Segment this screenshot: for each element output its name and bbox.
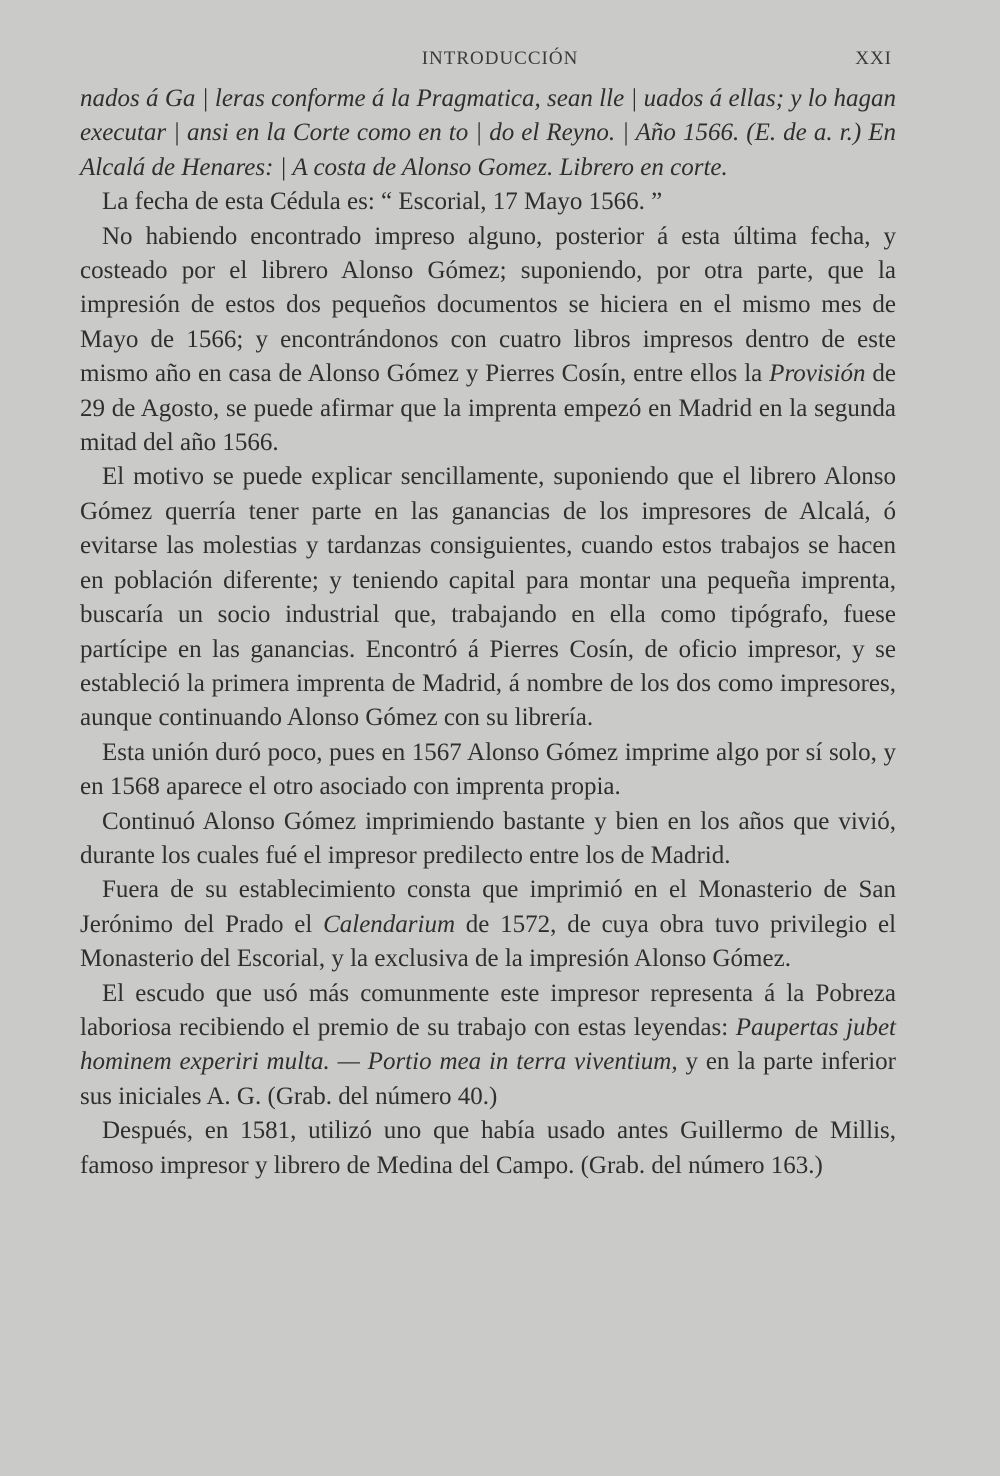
italic-text-run: Paupertas jubet hominem experiri multa. — Portio mea in terra viventium,: [80, 1013, 896, 1076]
text-run: El motivo se puede explicar sencillamente, suponiendo que el librero Alonso Gómez querría tener parte en las ganancias de los impresores de Alcalá, ó evitarse las molestias y tardanzas consiguientes, cuando estos trabajos se hacen en población diferente; y teniendo capital para montar una pequeña imprenta, buscaría un socio industrial que, trabajando en ella como tipógrafo, fuese partícipe en las ganancias. Encontró á Pierres Cosín, de oficio impresor, y se estableció la primera imprenta de Madrid, á nombre de los dos como impresores, aunque continuando Alonso Gómez con su librería.: [80, 463, 896, 732]
paragraph: [80, 736, 896, 805]
paragraph: [80, 873, 896, 976]
italic-text-run: Provisión: [769, 360, 866, 388]
text-run: y en la parte inferior sus iniciales A. G. (Grab. del número 40.): [80, 1048, 896, 1110]
paragraph: [80, 977, 896, 1115]
paragraph: [80, 1114, 896, 1183]
paragraph: [80, 460, 896, 735]
page-header: [0, 44, 1000, 78]
text-run: Continuó Alonso Gómez imprimiendo bastante y bien en los años que vivió, durante los cuales fué el impresor predilecto entre los de Madrid.: [80, 807, 896, 869]
text-run: Esta unión duró poco, pues en 1567 Alonso Gómez imprime algo por sí solo, y en 1568 aparece el otro asociado con imprenta propia.: [80, 738, 896, 801]
italic-text-run: nados á Ga | leras conforme á la Pragmatica, sean lle | uados á ellas; y lo hagan executar | ansi en la Corte como en to | do el Reyno. | Año 1566. (E. de a. r.) En Alcalá de Henares: | A costa de Alonso Gomez. Librero en corte.: [80, 85, 896, 181]
italic-text-run: Calendarium: [323, 910, 456, 938]
page-number: XXI: [855, 48, 892, 69]
body-text: [80, 82, 896, 1183]
text-run: La fecha de esta Cédula es: “ Escorial, 17 Mayo 1566. ”: [102, 188, 663, 216]
text-run: Fuera de su establecimiento consta que imprimió en el Monasterio de San Jerónimo del Prado el: [80, 876, 896, 938]
paragraph: [80, 805, 896, 874]
text-run: No habiendo encontrado impreso alguno, posterior á esta última fecha, y costeado por el librero Alonso Gómez; suponiendo, por otra parte, que la impresión de estos dos pequeños documentos se hiciera en el mismo mes de Mayo de 1566; y encontrándonos con cuatro libros impresos dentro de este mismo año en casa de Alonso Gómez y Pierres Cosín, entre ellos la: [80, 222, 896, 388]
text-run: de 1572, de cuya obra tuvo privilegio el Monasterio del Escorial, y la exclusiva de la impresión Alonso Gómez.: [80, 910, 897, 973]
paragraph: [80, 185, 896, 219]
text-run: de 29 de Agosto, se puede afirmar que la imprenta empezó en Madrid en la segunda mitad del año 1566.: [80, 360, 896, 457]
paragraph: [80, 220, 896, 461]
text-run: Después, en 1581, utilizó uno que había usado antes Guillermo de Millis, famoso impresor y librero de Medina del Campo. (Grab. del número 163.): [80, 1117, 896, 1179]
paragraph: [80, 82, 896, 185]
text-run: El escudo que usó más comunmente este impresor representa á la Pobreza laboriosa recibiendo el premio de su trabajo con estas leyendas:: [80, 979, 896, 1041]
running-title: INTRODUCCIÓN: [421, 48, 579, 69]
